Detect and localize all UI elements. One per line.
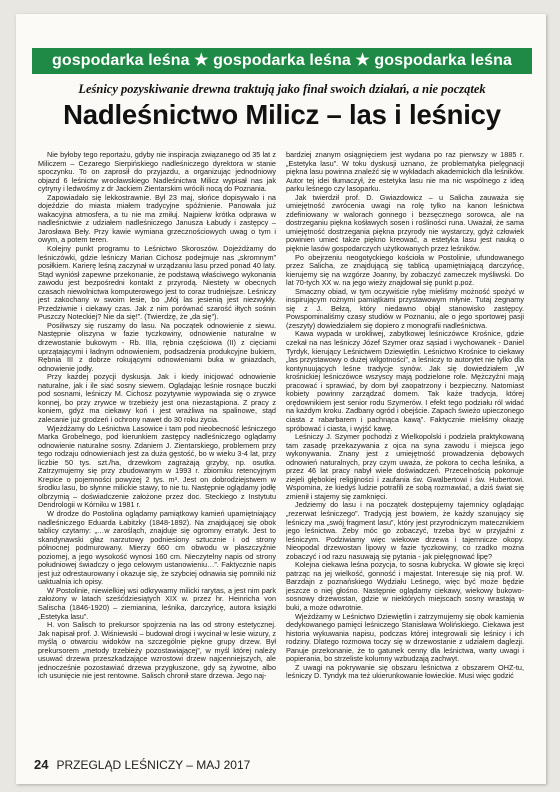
paragraph: Jak twierdził prof. D. Gwiazdowicz – u Salicha zauważa się umiejętność zwrócenia uwagi na rolę tylko na kanon leśnictwa zdefiniowany w walorach gonnego i bezsęcznego sorowca, ale na dostrzeganiu piękna kośławych sosen i rośliności runa. Uważał, że sama umiejętność dostrzegania piękna przyrody nie wystarczy, gdyż człowiek powinien umieć także piękno kreować, a estetyka lasu jest nauką o pięknie lasów gospodarczych użytkowanych przez leśników.	[286, 192, 524, 254]
paragraph: W Postolinie, niewielkiej wsi odkrywamy milicki rarytas, a jest nim park założony w latach sześćdziesiątych XIX w. przez hr. Heinricha von Salischa (1846-1920) – ziemianina, leśnika, darczyńcę, autora książki „Estetyka lasu”.	[38, 585, 276, 621]
paragraph: Przy każdej pozycji dyskusja. Jak i kiedy inicjować odnowienie naturalne, jak i ile siać sosny siewem. Oglądając leśnie rosnące buczki pod sosnami, leśniczy M. Cichosz pozytywnie wypowiada się o zrywce konnej, bo przy zrywce w trzebieży jest ona niezastąpiona. Z pracy z koniem, gdyż ma ciekawy koń i jest wrażliwa na spalinowe, stąd zalecanie już grodzeń i ochrony nawet do 30 roku życia.	[38, 372, 276, 424]
paragraph: Leśniczy J. Szymer pochodzi z Wielkopolski i podziela praktykowaną tam zasadę przekazywania z ojca na syna zawodu i miejsca jego wykonywania. Znany jest z umiejętność prowadzenia dębowych odnowień naturalnych, przy czym uważa, że pokora to cecha leśnika, a przez 46 lat pracy nabył wiele doświadczeń. Przecelnością pokonuje ziejeli głębokiej religijności i zaufania św. Gwalbertowi i św. Hubertowi. Wspomina, że kiedyś ludzie potrafili ze sobą rozmawiać, a dziś świat się zmienił i stajemy się zamknięci.	[286, 432, 524, 501]
paragraph: Kawa wypada w urokliwej, zabytkowej leśniczówce Krośnice, gdzie czekał na nas leśniczy Józef Szymer oraz sąsiad i wychowanek - Daniel Tyrdyk, kierujący Leśnictwem Dziewiętlin. Leśnictwo Krośnice to ciekawy „las przystawowy o dużej wilgotności”, a leśniczy to autorytet nie tylko dla kontynuujących leśne tradycje synów. Jak się dowiedziałem „W krośnickiej leśniczówce wszyscy mają podzielone role. Mężczyźni mają pracować i sprawiać, by dom był zaopatrzony i bezpieczny. Natomiast kobiety powinny zarządzać domem. Tak każe tradycja, której orędownikiem jest senior rodu Szymerów. I efekt tego podziału ról widać na każdym kroku. Zadbany ogród i obejście. Zapach świeżo upieczonego ciasta z rabarbarem i pachnąca kawą”. Faktycznie mieliśmy okazję spróbować i ciasta, i wyjść kawę.	[286, 329, 524, 433]
paragraph: H. von Salisch to prekursor spojrzenia na las od strony estetycznej. Jak napisał prof. J. Wiśniewski – budował drogi i wycinał w lesie wizury, z myślą o otwarciu widoków na szczególnie piękne grupy drzew. Był prekursorem „metody trzebieży pozostawiającej”, w myśl której należy usuwać drzewa przeszkadzające wzrostowi drzew najcenniejszych, ale jednocześnie pozostawiać drzewa przygłuszone, gdy są żywotne, albo ich usunięcie nie jest rentowne. Salisch chronił stare drzewa. Jego naj-	[38, 620, 276, 681]
paragraph: Kolejny punkt programu to Leśnictwo Skoroszów. Dojeżdżamy do leśniczówki, gdzie leśniczy Marian Cichosz podejmuje nas „skromnym” posiłkiem. Karierę leśną zaczynał w urządzaniu lasu przed ponad 40 laty. Stąd wyniósł zapewne przekonanie, że podstawą właściwego wykonania zawodu jest bezpośredni kontakt z przyrodą. Niestety w obecnych czasach niewolnictwa komputerowego jest to coraz trudniejsze. Leśniczy jest zakochany w swoim lesie, bo „Mój las jesienią jest niezwykły. Przedziwnie i ciekawy czas. Jak z nim porównać szarość iłtych sośnin Puszczy Noteckiej? Nie da się!”. (Twierdzę, że „da się”).	[38, 244, 276, 322]
section-banner: gospodarka leśna ★ gospodarka leśna ★ gospodarka leśna	[32, 48, 532, 74]
page-number: 24	[34, 757, 49, 772]
paragraph: Kolejna ciekawa leśna pozycja, to sosna kubrycka. W głowie się kręci patrząc na jej wielkość, gonność i majestat. Interesuje się nią prof. W. Barzdajn z poznańskiego Wydziału Leśnego, więc być może będzie jeszcze o niej głośno. Następnie oglądamy ciekawy, wiekowy bukowo-sosnowy drzewostan, gdzie w niektórych miejscach sosny wrastają w buki, a może odwrotnie.	[286, 560, 524, 612]
paragraph: Posiliwszy się ruszamy do lasu. Na początek odnowienie z siewu. Następnie oliszyna w fazie tyczkowiny, odnowienie naturalne w drzewostanie bukowym - Rb. IIIa, rębnia częściowa (II) z cięciami uprzątającymi i ładnym odnowieniem, podsadzenia produkcyjne bukiem, Rębnia III z dobrze rokującymi odnowieniami buka w gniazdach, odnowienie jodły.	[38, 320, 276, 373]
right-text-column	[286, 151, 524, 751]
paragraph: Po obejrzeniu neogotyckiego kościoła w Postolinie, ufundowanego przez Salicha, ze znajdującą się tablicą upamiętniającą darczyńcę, kierujemy się na wzgórze Joanny, by zobaczyć zameczek myśliwski. Do lat 70-tych XX w. na jego wieży znajdował się punkt p.poż.	[286, 252, 524, 288]
paragraph: Wjeżdżamy do Leśnictwa Lasowice i tam pod nieobecność leśniczego Marka Grobelnego, pod kierunkiem zastępcy nadleśniczego oglądamy odnowienie naturalne sosny. Zdaniem J. Zientarskiego, problemem przy tego rodzaju odnowieniach jest za duża gęstość, bo w wieku 3-4 lat, przy liczbie 50 tys. szt./ha, drzewkom zagrażają grzyby, np. osutka. Zatrzymujemy się przy zbudowanym w 1993 r. zbiorniku retencyjnym Krepice o pojemności powyżej 2 tys. m³. Jest on dobrodziejstwem w środku lasu, bo słynne milickie stawy, to nie tu. Następnie oglądamy jodłę olbrzymią – doświadczenie założone przez doc. Steckiego z Instytutu Dendrologii w Kórniku w 1981 r.	[38, 423, 276, 510]
paragraph: Nie byłoby tego reportażu, gdyby nie inspiracja związanego od 35 lat z Miliczem – Cezarego Sierpińskiego nadleśniczego dyrektora w stanie spoczynku. To on zaprosił do przyjazdu, a organizując jednodniowy objazd 6 leśnictw wrocławskiego Nadleśnictwa Milicz wypisał nas jak cytryny i ledwośmy z dr Jackiem Zientarskim wrócili nocą do Poznania.	[38, 151, 276, 194]
page-footer	[34, 755, 534, 775]
journal-issue: PRZEGLĄD LEŚNICZY – MAJ 2017	[56, 758, 251, 772]
paragraph: Zapowiadało się lekkostrawnie. Był 23 maj, słońce dopisywało i na dojeździe do miasta miałem tradycyjne spóźnienie. Panowała już wakacyjna atmosfera, a tu nie ma zmiłuj. Najpierw krótka odprawa w nadleśnictwie z udziałem nadleśniczego Janusza Łabudy i zastępcy – Jarosława Beły. Przy kawie wymiana grzecznościowych uwag o tym i owym, a potem teren.	[38, 192, 276, 245]
paragraph: Smaczny obiad, w tym oczywiście rybę mieliśmy możność spożyć w inspirującym rożnymi pamiątkami przystawowym młynie. Tutaj żegnamy się z J. Bełzą, który niedawno objął stanowisko zastępcy. Powspominaliśmy czasy studiów w Poznaniu, ale o jego sportowej pasji (zeszyty) dowiedziałem się dopiero z monografii nadleśnictwa.	[286, 286, 524, 330]
article-headline: Nadleśnictwo Milicz – las i leśnicy	[63, 99, 501, 130]
paragraph: bardziej znanym osiągnięciem jest wydana po raz pierwszy w 1885 r. „Estetyka lasu”. W toku dyskusji uznano, że problematyka pielęgnacji piękna lasu powinna znaleźć się w wykładach akademickich dla leśników. Autor tej idei tłumaczył, że estetyka lasu nie ma nic wspólnego z ideą parku leśnego czy lasoparku.	[286, 151, 524, 194]
magazine-page	[16, 14, 546, 784]
paragraph: Wjeżdżamy w Leśnictwo Dziewiętlin i zatrzymujemy się obok kamienia dedykowanego pamięci leśniczego Stanisława Wolińskiego. Ciekawa jest historia wykuwania napisu, podczas której integrowali się leśnicy i ich rodziny. Dlatego rozmowa toczy się w drzewostanie z udziałem daglezji. Panuje przekonanie, że to gatunek cenny dla leśnictwa, warty uwagi i popierania, bo strzeliste kolumny wzbudzają zachwyt.	[286, 611, 524, 664]
paragraph: W drodze do Postolina oglądamy pamiątkowy kamień upamiętniający nadleśniczego Eduarda Łabitzky (1848-1892). Na znajdującej się obok tablicy czytamy: „…w zarośląch, znajduje się ogromny erratyk. Jest to skandynawski głaz narzutowy podniesiony sztucznie i od strony północnej podmurowany. Mierzy 660 cm obwodu w płaszczyźnie poziomej, a jego wysokość wynosi 160 cm. Nieczytelny napis od strony południowej świadczy o jego celowym ustanowieniu…”. Faktycznie napis jest już odrestaurowany i okazuje się, że szybciej odnawia się pomniki niż uaktualnia ich opisy.	[38, 508, 276, 587]
paragraph: Jedziemy do lasu i na początek dostępujemy tajemnicy oglądając „rezerwat leśniczego”. Tradycją jest bowiem, że każdy szanujący się leśniczy ma „swój fragment lasu”, który jest przyrodniczym matecznikiem jego leśnictwa. Żeby móc go zobaczyć, trzeba być w przyjaźni z leśniczym. Podziwiamy więc wiekowe drzewa i tajemnicze okopy. Nieopodal drzewostan lipowy w fazie tyczkowiny, co rzadko można zobaczyć i od razu nasuwają się pytania - jak pielęgnować lipę?	[286, 500, 524, 561]
left-text-column	[38, 151, 276, 751]
article-subtitle: Leśnicy pozyskiwanie drewna traktują jako finał swoich działań, a nie początek	[78, 82, 486, 96]
paragraph: Z uwagi na pokrywanie się obszaru leśnictwa z obszarem OHZ-tu, leśniczy D. Tyndyk ma też ukierunkowanie łowieckie. Musi więc godzić	[286, 662, 524, 681]
